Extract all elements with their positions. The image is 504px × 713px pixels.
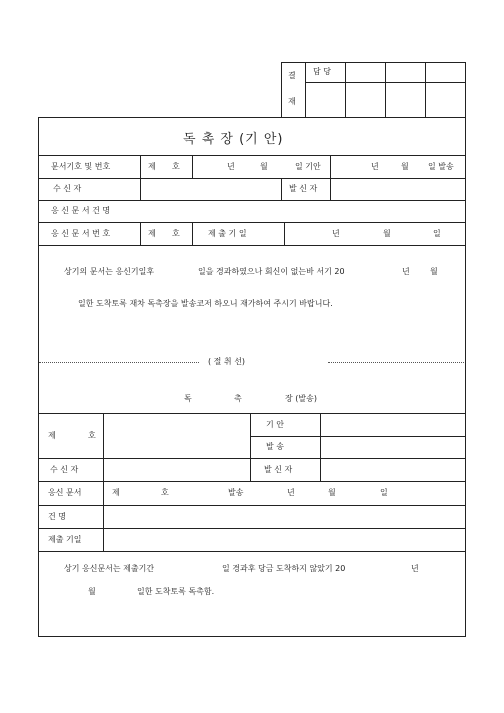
due-date-label: 제 출 기 일 [208, 229, 247, 238]
reply-doc-je: 제 [148, 229, 156, 238]
form2-je: 제 [48, 431, 56, 440]
approval-label-top: 결 [288, 71, 296, 80]
approval-col-damdang: 담 당 [313, 67, 331, 76]
form2-title-b: 촉 [234, 394, 242, 403]
form2-reply-year: 년 [287, 488, 295, 497]
send-month: 월 [401, 162, 409, 171]
due-year: 년 [332, 229, 340, 238]
doc-code-label: 문서기호 및 번호 [51, 162, 111, 171]
form2-reply-send: 발송 [228, 488, 244, 497]
form2-recipient-label: 수 신 자 [50, 465, 79, 474]
doc-code-je: 제 [148, 162, 156, 171]
form2-subject-label: 건 명 [48, 512, 66, 521]
reply-doc-subject-label: 응 신 문 서 건 명 [51, 206, 111, 215]
form2-ho: 호 [88, 431, 96, 440]
form2-title-a: 독 [184, 394, 192, 403]
due-day: 일 [433, 229, 441, 238]
form1-body-line2: 일한 도착토록 재차 독촉장을 발송코저 하오니 재가하여 주시기 바랍니다. [78, 299, 333, 308]
reply-doc-ho: 호 [172, 229, 180, 238]
form2-reply-month: 월 [328, 488, 336, 497]
form2-reply-day: 일 [380, 488, 388, 497]
form1-body-part3: 년 [402, 267, 410, 276]
form1-body-part1: 상기의 문서는 응신기일후 [64, 267, 155, 276]
cut-line-label: ( 절 취 선) [208, 357, 246, 366]
form1-body-part4: 월 [430, 267, 438, 276]
send-year: 년 [371, 162, 379, 171]
form1-body-part2: 일을 경과하였으나 회신이 없는바 서기 20 [198, 267, 345, 276]
reply-doc-number-label: 응 신 문 서 번 호 [51, 229, 111, 238]
sender-label: 발 신 자 [289, 184, 318, 193]
form2-body-part5: 일한 도착토록 독촉함. [137, 587, 215, 596]
approval-label-bottom: 재 [288, 97, 296, 106]
form2-title-c: 장 (발송) [285, 394, 317, 403]
draft-day: 일 기안 [295, 162, 321, 171]
form2-body-part1: 상기 응신문서는 제출기간 [64, 564, 155, 573]
form2-due-label: 제출 기일 [48, 535, 82, 544]
recipient-label: 수 신 자 [53, 184, 82, 193]
draft-month: 월 [260, 162, 268, 171]
form2-draft-label: 기 안 [266, 420, 284, 429]
form2-reply-ho: 호 [161, 488, 169, 497]
form2-sender-label: 발 신 자 [264, 465, 293, 474]
form2-body-part3: 년 [411, 564, 419, 573]
form2-reply-je: 제 [112, 488, 120, 497]
send-day: 일 발송 [428, 162, 454, 171]
form1-title: 독 촉 장 (기 안) [183, 132, 284, 147]
form2-send-label: 발 송 [266, 442, 284, 451]
form2-reply-doc-label: 응신 문서 [48, 488, 82, 497]
due-month: 월 [383, 229, 391, 238]
form2-body-part2: 일 경과후 당금 도착하지 않았기 20 [222, 564, 346, 573]
form2-body-part4: 월 [88, 587, 96, 596]
draft-year: 년 [227, 162, 235, 171]
doc-code-ho: 호 [172, 162, 180, 171]
